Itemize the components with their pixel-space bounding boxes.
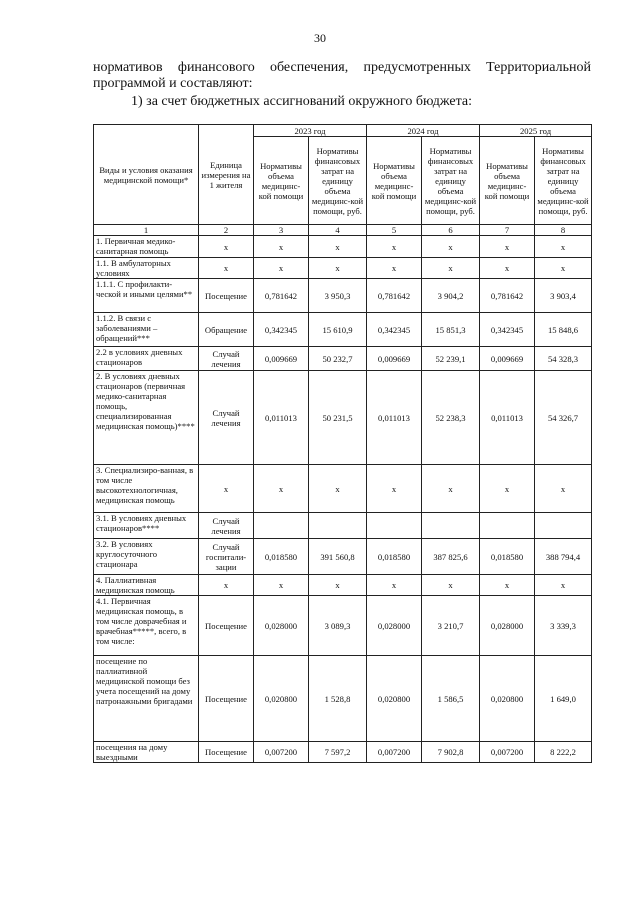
norm-cost-cell: 391 560,8: [309, 539, 367, 575]
norm-cost-cell: 387 825,6: [422, 539, 480, 575]
table-row: [94, 371, 592, 465]
table-row: [94, 279, 592, 313]
column-number: 8: [535, 225, 592, 236]
norm-volume-cell: х: [367, 236, 422, 258]
column-number-row: [94, 225, 592, 236]
norm-cost-cell: 1 649,0: [535, 656, 592, 742]
norm-cost-cell: [422, 513, 480, 539]
norm-cost-cell: 3 210,7: [422, 596, 480, 656]
norm-volume-cell: 0,342345: [254, 313, 309, 347]
norm-cost-cell: 52 239,1: [422, 347, 480, 371]
column-number: 7: [480, 225, 535, 236]
header-unit: Единица измерения на 1 жителя: [199, 125, 254, 225]
norm-cost-cell: 3 089,3: [309, 596, 367, 656]
header-norm-cost-2023: Нормативы финансовых затрат на единицу объема медицинс-кой помощи, руб.: [309, 137, 367, 225]
intro-line-3: 1) за счет бюджетных ассигнований окружного бюджета:: [131, 94, 472, 109]
norm-volume-cell: х: [254, 258, 309, 279]
norm-cost-cell: [535, 513, 592, 539]
norm-cost-cell: х: [535, 236, 592, 258]
row-unit: Случай госпитали-зации: [199, 539, 254, 575]
financing-norms-table: [93, 124, 592, 763]
norm-cost-cell: [309, 513, 367, 539]
row-label: 1.1.2. В связи с заболеваниями – обращений***: [94, 313, 199, 347]
norm-cost-cell: х: [309, 575, 367, 596]
norm-cost-cell: 3 903,4: [535, 279, 592, 313]
row-unit: Случай лечения: [199, 347, 254, 371]
norm-volume-cell: 0,342345: [367, 313, 422, 347]
norm-volume-cell: 0,781642: [254, 279, 309, 313]
row-unit: Посещение: [199, 656, 254, 742]
row-unit: Обращение: [199, 313, 254, 347]
norm-volume-cell: х: [367, 465, 422, 513]
row-label: посещения на дому выездными: [94, 742, 199, 763]
header-norm-cost-2025: Нормативы финансовых затрат на единицу объема медицинс-кой помощи, руб.: [535, 137, 592, 225]
row-unit: Посещение: [199, 742, 254, 763]
norm-cost-cell: х: [309, 258, 367, 279]
table-row: [94, 236, 592, 258]
row-label: 3.1. В условиях дневных стационаров****: [94, 513, 199, 539]
norm-cost-cell: х: [422, 236, 480, 258]
norm-volume-cell: 0,009669: [480, 347, 535, 371]
norm-volume-cell: [367, 513, 422, 539]
column-number: 5: [367, 225, 422, 236]
norm-volume-cell: 0,020800: [480, 656, 535, 742]
row-label: 4. Паллиативная медицинская помощь: [94, 575, 199, 596]
norm-volume-cell: х: [480, 236, 535, 258]
table-row: [94, 596, 592, 656]
row-unit: х: [199, 575, 254, 596]
header-types: Виды и условия оказания медицинской помощи*: [94, 125, 199, 225]
table-row: [94, 258, 592, 279]
header-norm-cost-2024: Нормативы финансовых затрат на единицу объема медицинс-кой помощи, руб.: [422, 137, 480, 225]
header-norm-volume-2023: Нормативы объема медицинс-кой помощи: [254, 137, 309, 225]
row-unit: Посещение: [199, 596, 254, 656]
norm-volume-cell: х: [480, 258, 535, 279]
norm-cost-cell: х: [309, 465, 367, 513]
row-label: 2.2 в условиях дневных стационаров: [94, 347, 199, 371]
norm-volume-cell: х: [254, 236, 309, 258]
header-norm-volume-2024: Нормативы объема медицинс-кой помощи: [367, 137, 422, 225]
norm-cost-cell: 15 848,6: [535, 313, 592, 347]
row-unit: х: [199, 258, 254, 279]
header-year-2024: 2024 год: [367, 125, 480, 137]
row-label: 2. В условиях дневных стационаров (первичная медико-санитарная помощь, специализированная медицинская помощь)****: [94, 371, 199, 465]
norm-volume-cell: х: [254, 575, 309, 596]
row-unit: Случай лечения: [199, 513, 254, 539]
row-label: 3. Специализиро-ванная, в том числе высокотехнологичная, медицинская помощь: [94, 465, 199, 513]
table-row: [94, 313, 592, 347]
intro-line-2: программой и составляют:: [93, 76, 253, 91]
column-number: 2: [199, 225, 254, 236]
norm-volume-cell: х: [254, 465, 309, 513]
norm-cost-cell: х: [422, 258, 480, 279]
norm-volume-cell: 0,011013: [480, 371, 535, 465]
table-row: [94, 347, 592, 371]
norm-volume-cell: 0,342345: [480, 313, 535, 347]
norm-volume-cell: 0,028000: [254, 596, 309, 656]
norm-cost-cell: 7 902,8: [422, 742, 480, 763]
norm-cost-cell: х: [309, 236, 367, 258]
norm-volume-cell: 0,018580: [367, 539, 422, 575]
norm-volume-cell: х: [480, 465, 535, 513]
norm-volume-cell: 0,020800: [367, 656, 422, 742]
norm-cost-cell: х: [422, 575, 480, 596]
table-row: [94, 539, 592, 575]
row-unit: Случай лечения: [199, 371, 254, 465]
norm-cost-cell: 15 610,9: [309, 313, 367, 347]
norm-cost-cell: 15 851,3: [422, 313, 480, 347]
row-unit: Посещение: [199, 279, 254, 313]
norm-volume-cell: 0,011013: [254, 371, 309, 465]
norm-volume-cell: 0,781642: [367, 279, 422, 313]
norm-cost-cell: 50 232,7: [309, 347, 367, 371]
norm-volume-cell: 0,009669: [254, 347, 309, 371]
norm-volume-cell: х: [480, 575, 535, 596]
norm-cost-cell: х: [535, 575, 592, 596]
norm-volume-cell: [254, 513, 309, 539]
norm-cost-cell: 1 586,5: [422, 656, 480, 742]
norm-cost-cell: 7 597,2: [309, 742, 367, 763]
norm-volume-cell: [480, 513, 535, 539]
row-label: 1. Первичная медико-санитарная помощь: [94, 236, 199, 258]
norm-cost-cell: 3 339,3: [535, 596, 592, 656]
norm-cost-cell: 54 328,3: [535, 347, 592, 371]
table-row: [94, 465, 592, 513]
row-unit: х: [199, 465, 254, 513]
row-label: 4.1. Первичная медицинская помощь, в том числе доврачебная и врачебная*****, всего, в том числе:: [94, 596, 199, 656]
table-row: [94, 513, 592, 539]
column-number: 3: [254, 225, 309, 236]
norm-cost-cell: 8 222,2: [535, 742, 592, 763]
column-number: 6: [422, 225, 480, 236]
column-number: 4: [309, 225, 367, 236]
table-row: [94, 575, 592, 596]
intro-line-1: нормативов финансового обеспечения, предусмотренных Территориальной: [93, 60, 591, 75]
row-label: 1.1.1. С профилакти-ческой и иными целями**: [94, 279, 199, 313]
norm-cost-cell: 50 231,5: [309, 371, 367, 465]
table-row: [94, 742, 592, 763]
norm-volume-cell: х: [367, 258, 422, 279]
norm-cost-cell: 54 326,7: [535, 371, 592, 465]
norm-volume-cell: 0,781642: [480, 279, 535, 313]
norm-cost-cell: 388 794,4: [535, 539, 592, 575]
column-number: 1: [94, 225, 199, 236]
norm-volume-cell: 0,020800: [254, 656, 309, 742]
norm-cost-cell: 3 904,2: [422, 279, 480, 313]
row-label: 3.2. В условиях круглосуточного стационара: [94, 539, 199, 575]
norm-volume-cell: х: [367, 575, 422, 596]
row-label: 1.1. В амбулаторных условиях: [94, 258, 199, 279]
norm-volume-cell: 0,018580: [254, 539, 309, 575]
table-row: [94, 656, 592, 742]
norm-volume-cell: 0,007200: [367, 742, 422, 763]
norm-volume-cell: 0,007200: [480, 742, 535, 763]
header-year-2023: 2023 год: [254, 125, 367, 137]
page-number: 30: [314, 31, 326, 45]
norm-cost-cell: 52 238,3: [422, 371, 480, 465]
norm-cost-cell: 1 528,8: [309, 656, 367, 742]
norm-volume-cell: 0,007200: [254, 742, 309, 763]
norm-cost-cell: 3 950,3: [309, 279, 367, 313]
header-year-2025: 2025 год: [480, 125, 592, 137]
norm-cost-cell: х: [422, 465, 480, 513]
norm-volume-cell: 0,028000: [367, 596, 422, 656]
norm-volume-cell: 0,028000: [480, 596, 535, 656]
norm-cost-cell: х: [535, 258, 592, 279]
norm-volume-cell: 0,018580: [480, 539, 535, 575]
row-unit: х: [199, 236, 254, 258]
norm-volume-cell: 0,011013: [367, 371, 422, 465]
norm-volume-cell: 0,009669: [367, 347, 422, 371]
norm-cost-cell: х: [535, 465, 592, 513]
row-label: посещение по паллиативной медицинской помощи без учета посещений на дому патронажными бригадами: [94, 656, 199, 742]
header-norm-volume-2025: Нормативы объема медицинс-кой помощи: [480, 137, 535, 225]
